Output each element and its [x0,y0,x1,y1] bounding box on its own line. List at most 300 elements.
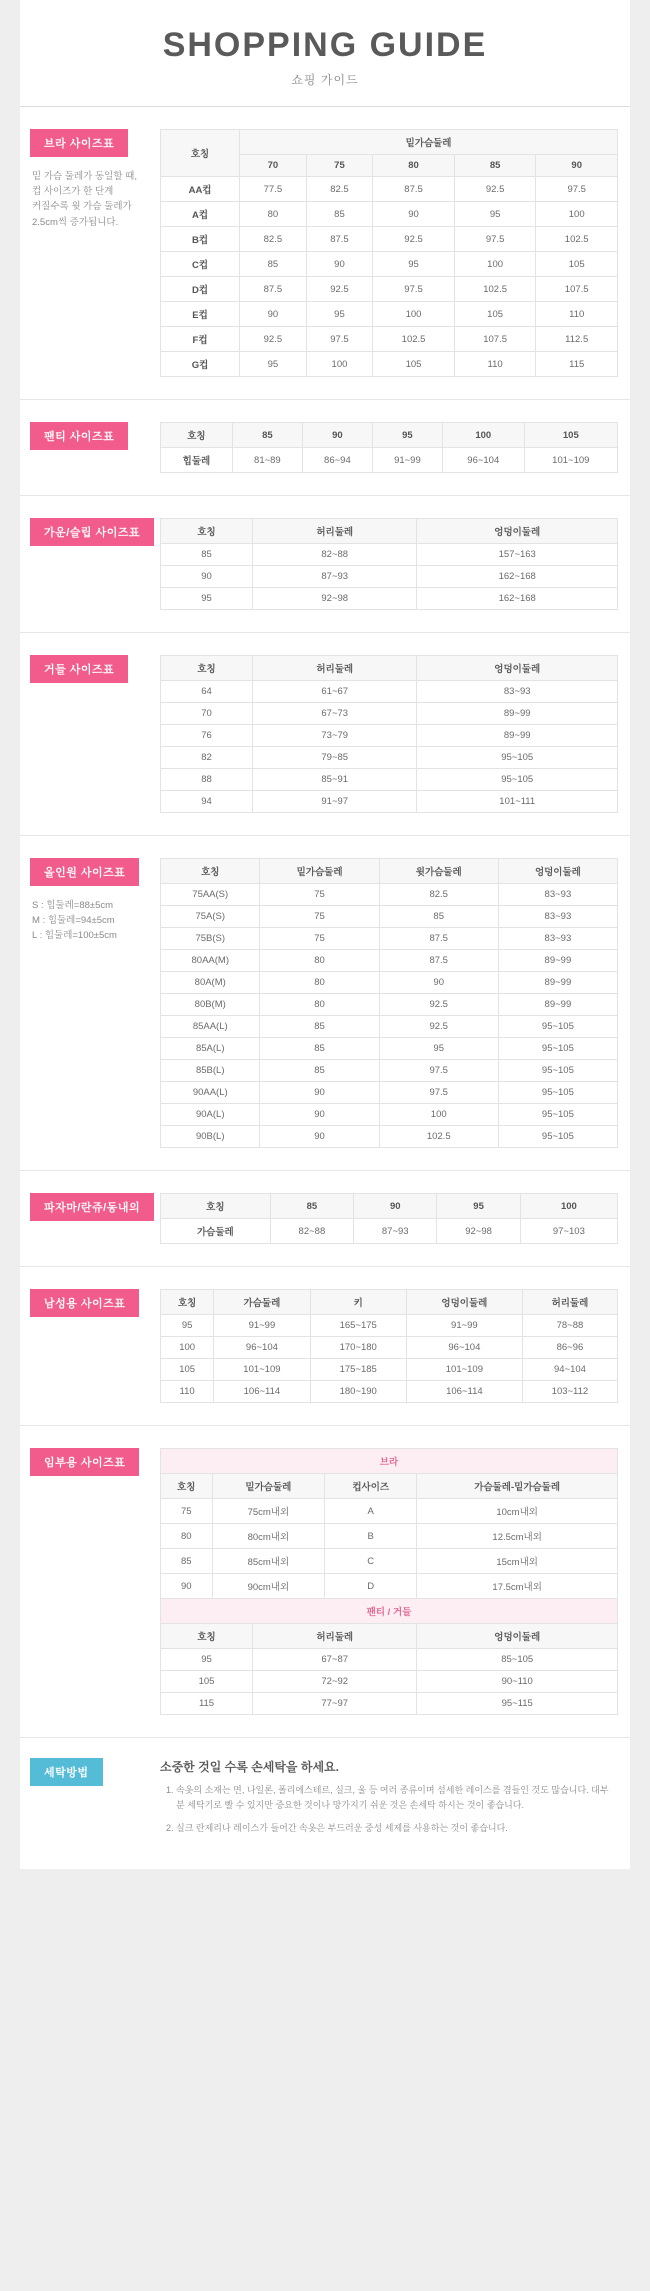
section-panty-left [20,422,160,450]
cell: 100 [373,302,455,327]
cell: 90AA(L) [161,1082,260,1104]
cell: 85 [240,252,307,277]
col-waist: 허리둘레 [253,656,417,681]
cell: 90 [240,302,307,327]
section-bra-right [160,129,630,377]
row-head: F컵 [161,327,240,352]
cell: 90 [260,1126,379,1148]
cell: 90~110 [417,1671,618,1693]
cell: 102.5 [379,1126,498,1148]
cell: 103~112 [522,1381,617,1403]
col-label: 호칭 [161,1290,214,1315]
cell: 110 [454,352,536,377]
col-75: 75 [306,155,373,177]
section-maternity-tag: 임부용 사이즈표 [30,1448,139,1476]
col-85: 85 [270,1194,353,1219]
cell: 110 [161,1381,214,1403]
table-row [161,1082,618,1104]
cell: 90 [161,566,253,588]
cell: 85AA(L) [161,1016,260,1038]
table-row [161,1104,618,1126]
table-row [161,202,618,227]
cell: 95~105 [498,1104,617,1126]
col-105: 105 [524,423,617,448]
cell: 107.5 [454,327,536,352]
cell: 95~105 [498,1126,617,1148]
table-row [161,252,618,277]
col-70: 70 [240,155,307,177]
cell: 97.5 [306,327,373,352]
cell: 92.5 [306,277,373,302]
section-allinone-note: S : 힙둘레=88±5cm M : 힙둘레=94±5cm L : 힙둘레=100±5cm [32,900,117,942]
cell: 87.5 [306,227,373,252]
cell: 102.5 [454,277,536,302]
cell: 75 [161,1499,213,1524]
cell: 85B(L) [161,1060,260,1082]
table-row [161,1359,618,1381]
page-header [20,0,630,106]
section-allinone-left [20,858,160,944]
cell: 80 [240,202,307,227]
section-panty-tag: 팬티 사이즈표 [30,422,128,450]
table-row [161,1337,618,1359]
table-header-row [161,1474,618,1499]
cell: 105 [161,1359,214,1381]
cell: 72~92 [253,1671,417,1693]
cell: 95 [454,202,536,227]
col-waist: 허리둘레 [253,1624,417,1649]
cell: 105 [373,352,455,377]
cell: 95~105 [498,1060,617,1082]
cell: 92.5 [379,1016,498,1038]
section-wash-tag: 세탁방법 [30,1758,103,1786]
row-head: E컵 [161,302,240,327]
cell: 64 [161,681,253,703]
section-men-left [20,1289,160,1317]
guide-sheet [20,0,630,1869]
cell: 75A(S) [161,906,260,928]
col-85: 85 [232,423,302,448]
cell: 115 [161,1693,253,1715]
col-bust-diff: 가슴둘레-밑가슴둘레 [417,1474,618,1499]
cell: 94 [161,791,253,813]
cell: 95 [161,1649,253,1671]
bra-size-table [160,129,618,377]
cell: 92~98 [437,1219,520,1244]
cell: 85 [161,1549,213,1574]
section-bra-left [20,129,160,230]
col-bust: 윗가슴둘레 [379,859,498,884]
section-pajama-right [160,1193,630,1244]
cell: 97.5 [536,177,618,202]
cell: 82.5 [240,227,307,252]
cell: 80 [161,1524,213,1549]
cell: 75 [260,906,379,928]
cell: 85~91 [253,769,417,791]
cell: 162~168 [417,566,618,588]
table-header-row [161,423,618,448]
wash-list [160,1783,616,1836]
table-row [161,1060,618,1082]
cell: 75cm내외 [212,1499,324,1524]
cell: 86~96 [522,1337,617,1359]
cell: 170~180 [310,1337,406,1359]
cell: 110 [536,302,618,327]
section-girdle-tag: 거들 사이즈표 [30,655,128,683]
cell: 95 [161,588,253,610]
section-maternity [20,1426,630,1738]
cell: 96~104 [406,1337,522,1359]
col-90: 90 [536,155,618,177]
section-bra-tag: 브라 사이즈표 [30,129,128,157]
table-row [161,791,618,813]
col-hip: 엉덩이둘레 [417,1624,618,1649]
cell: 85~105 [417,1649,618,1671]
cell: 75B(S) [161,928,260,950]
section-panty [20,400,630,496]
cell: 100 [536,202,618,227]
cell: 106~114 [214,1381,310,1403]
cell: 92.5 [240,327,307,352]
table-row [161,588,618,610]
table-row [161,277,618,302]
table-header-row [161,1290,618,1315]
cell: 95 [373,252,455,277]
girdle-size-table [160,655,618,813]
cell: 80 [260,972,379,994]
cell: 86~94 [302,448,372,473]
row-head: AA컵 [161,177,240,202]
col-90: 90 [302,423,372,448]
page-title: SHOPPING GUIDE [162,26,488,64]
cell: 15cm내외 [417,1549,618,1574]
row-head: G컵 [161,352,240,377]
cell: 82~88 [270,1219,353,1244]
cell: 85 [161,544,253,566]
cell: 95~105 [417,769,618,791]
cell: 77.5 [240,177,307,202]
cell: 75AA(S) [161,884,260,906]
table-row [161,725,618,747]
cell: 115 [536,352,618,377]
section-men-right [160,1289,630,1403]
cell: 83~93 [498,884,617,906]
cell: 90 [373,202,455,227]
table-header-row [161,519,618,544]
table-row [161,703,618,725]
col-underbust: 밑가슴둘레 [260,859,379,884]
section-gown-slip [20,496,630,633]
cell: 180~190 [310,1381,406,1403]
cell: 88 [161,769,253,791]
row-head: D컵 [161,277,240,302]
cell: 82.5 [379,884,498,906]
col-label: 호칭 [161,1624,253,1649]
list-item: 2. 실크 란제리나 레이스가 들어간 속옷은 부드러운 중성 세제를 사용하는 것이 좋습니다. [176,1821,616,1836]
men-size-table [160,1289,618,1403]
cell: 89~99 [498,994,617,1016]
cell: 85 [260,1016,379,1038]
col-90: 90 [354,1194,437,1219]
table-row [161,1524,618,1549]
table-row [161,352,618,377]
section-wash [20,1738,630,1869]
col-corner: 호칭 [161,423,233,448]
row-head: B컵 [161,227,240,252]
cell: 105 [454,302,536,327]
cell: 83~93 [498,928,617,950]
section-allinone-right [160,858,630,1148]
cell: 17.5cm내외 [417,1574,618,1599]
maternity-bra-table [160,1473,618,1599]
section-girdle-left [20,655,160,683]
cell: D [325,1574,417,1599]
section-men [20,1267,630,1426]
table-row [161,1671,618,1693]
cell: 95~115 [417,1693,618,1715]
cell: 105 [536,252,618,277]
section-pajama [20,1171,630,1267]
col-hip: 엉덩이둘레 [406,1290,522,1315]
table-header-row [161,1194,618,1219]
cell: 82~88 [253,544,417,566]
cell: 87~93 [354,1219,437,1244]
cell: 89~99 [498,972,617,994]
col-waist: 허리둘레 [253,519,417,544]
wash-heading: 소중한 것일 수록 손세탁을 하세요. [160,1760,339,1774]
cell: 97.5 [379,1082,498,1104]
page-subtitle: 쇼핑 가이드 [291,73,359,87]
cell: 90 [379,972,498,994]
cell: 100 [161,1337,214,1359]
row-head: A컵 [161,202,240,227]
cell: 85 [260,1060,379,1082]
cell: 106~114 [406,1381,522,1403]
cell: 87.5 [240,277,307,302]
cell: 95~105 [498,1082,617,1104]
cell: 87.5 [373,177,455,202]
cell: 91~99 [372,448,442,473]
cell: 79~85 [253,747,417,769]
cell: 102.5 [373,327,455,352]
table-row [161,769,618,791]
table-row [161,884,618,906]
cell: 89~99 [417,725,618,747]
section-maternity-right [160,1448,630,1715]
maternity-panty-table [160,1623,618,1715]
section-girdle [20,633,630,836]
cell: 61~67 [253,681,417,703]
section-pajama-left [20,1193,160,1221]
cell: 94~104 [522,1359,617,1381]
cell: 92.5 [373,227,455,252]
col-chest: 가슴둘레 [214,1290,310,1315]
cell: 10cm내외 [417,1499,618,1524]
cell: 157~163 [417,544,618,566]
section-allinone-tag: 올인원 사이즈표 [30,858,139,886]
table-row [161,1315,618,1337]
section-maternity-left [20,1448,160,1476]
col-label: 호칭 [161,519,253,544]
section-allinone [20,836,630,1171]
col-95: 95 [437,1194,520,1219]
cell: 92~98 [253,588,417,610]
cell: 95 [306,302,373,327]
col-95: 95 [372,423,442,448]
table-row [161,994,618,1016]
cell: 85 [379,906,498,928]
row-head: 가슴둘레 [161,1219,271,1244]
cell: 90 [260,1082,379,1104]
table-row [161,227,618,252]
pajama-size-table [160,1193,618,1244]
cell: 80A(M) [161,972,260,994]
table-row [161,972,618,994]
col-corner: 호칭 [161,1194,271,1219]
cell: 175~185 [310,1359,406,1381]
table-row [161,681,618,703]
cell: 91~99 [406,1315,522,1337]
panty-size-table [160,422,618,473]
cell: 162~168 [417,588,618,610]
table-header-row [161,1624,618,1649]
section-bra-note: 밑 가슴 둘레가 동일할 때, 컵 사이즈가 한 단계 커질수록 윗 가슴 둘레가 2.5cm씩 증가됩니다. [32,171,137,228]
row-head: C컵 [161,252,240,277]
col-hip: 엉덩이둘레 [498,859,617,884]
cell: 90cm내외 [212,1574,324,1599]
cell: 95 [379,1038,498,1060]
cell: 80B(M) [161,994,260,1016]
cell: 91~97 [253,791,417,813]
table-header-row [161,130,618,155]
cell: 80AA(M) [161,950,260,972]
cell: 67~87 [253,1649,417,1671]
cell: 91~99 [214,1315,310,1337]
section-men-tag: 남성용 사이즈표 [30,1289,139,1317]
section-panty-right [160,422,630,473]
cell: 97~103 [520,1219,617,1244]
section-wash-right [160,1758,630,1843]
cell: 96~104 [442,448,524,473]
cell: 92.5 [379,994,498,1016]
cell: 70 [161,703,253,725]
cell: 112.5 [536,327,618,352]
cell: 107.5 [536,277,618,302]
col-group-underbust: 밑가슴둘레 [240,130,618,155]
cell: 90 [306,252,373,277]
cell: 97.5 [454,227,536,252]
cell: 97.5 [373,277,455,302]
table-header-row [161,656,618,681]
section-wash-left [20,1758,160,1786]
section-gown-right [160,518,630,610]
cell: 95~105 [498,1038,617,1060]
cell: 12.5cm내외 [417,1524,618,1549]
table-row [161,1381,618,1403]
col-cupsize: 컵사이즈 [325,1474,417,1499]
table-row [161,1693,618,1715]
table-row [161,1126,618,1148]
col-corner: 호칭 [161,130,240,177]
cell: 96~104 [214,1337,310,1359]
section-gown-tag: 가운/슬립 사이즈표 [30,518,154,546]
cell: 95 [161,1315,214,1337]
allinone-size-table [160,858,618,1148]
cell: C [325,1549,417,1574]
maternity-panty-title: 팬티 / 거들 [160,1599,618,1623]
cell: 90 [161,1574,213,1599]
cell: 101~111 [417,791,618,813]
cell: 95~105 [417,747,618,769]
cell: 101~109 [214,1359,310,1381]
col-label: 호칭 [161,656,253,681]
table-row [161,906,618,928]
table-row [161,1219,618,1244]
maternity-bra-title: 브라 [160,1448,618,1473]
cell: 80cm내외 [212,1524,324,1549]
col-85: 85 [454,155,536,177]
cell: 80 [260,950,379,972]
cell: 77~97 [253,1693,417,1715]
cell: 85cm내외 [212,1549,324,1574]
cell: 83~93 [498,906,617,928]
cell: 75 [260,928,379,950]
cell: A [325,1499,417,1524]
cell: 67~73 [253,703,417,725]
section-gown-left [20,518,160,546]
cell: 89~99 [417,703,618,725]
cell: 105 [161,1671,253,1693]
cell: 81~89 [232,448,302,473]
section-bra [20,107,630,400]
col-100: 100 [442,423,524,448]
cell: 100 [306,352,373,377]
cell: 101~109 [406,1359,522,1381]
col-100: 100 [520,1194,617,1219]
table-row [161,448,618,473]
table-row [161,302,618,327]
cell: 73~79 [253,725,417,747]
gown-size-table [160,518,618,610]
cell: 75 [260,884,379,906]
row-head: 힙둘레 [161,448,233,473]
cell: 100 [379,1104,498,1126]
table-row [161,1574,618,1599]
cell: 101~109 [524,448,617,473]
cell: 85 [306,202,373,227]
cell: 80 [260,994,379,1016]
table-row [161,1499,618,1524]
cell: 82 [161,747,253,769]
table-header-row [161,859,618,884]
cell: 89~99 [498,950,617,972]
cell: 100 [454,252,536,277]
col-80: 80 [373,155,455,177]
cell: 82.5 [306,177,373,202]
col-underbust: 밑가슴둘레 [212,1474,324,1499]
cell: 90A(L) [161,1104,260,1126]
cell: 102.5 [536,227,618,252]
table-row [161,177,618,202]
cell: 83~93 [417,681,618,703]
cell: 87.5 [379,928,498,950]
col-waist: 허리둘레 [522,1290,617,1315]
cell: 78~88 [522,1315,617,1337]
cell: 165~175 [310,1315,406,1337]
table-row [161,1649,618,1671]
section-pajama-tag: 파자마/란쥬/동내의 [30,1193,154,1221]
cell: 87.5 [379,950,498,972]
